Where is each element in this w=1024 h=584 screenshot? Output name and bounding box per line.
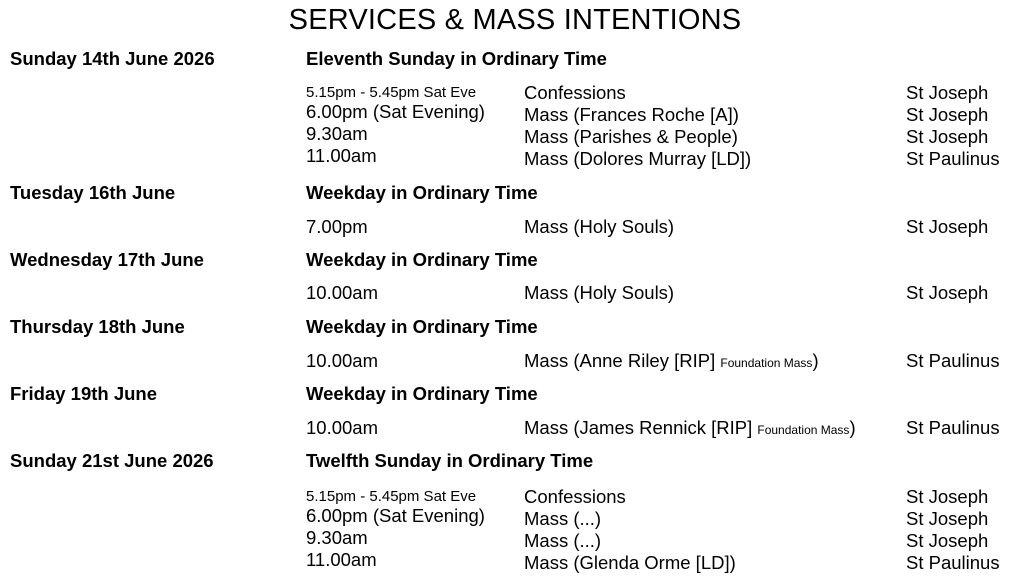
page-title: SERVICES & MASS INTENTIONS bbox=[288, 4, 742, 36]
service-description: Mass (Frances Roche [A]) bbox=[524, 104, 739, 125]
day-date: Sunday 14th June 2026 bbox=[10, 48, 215, 69]
service-description: Mass (Holy Souls) bbox=[524, 216, 675, 237]
service-time: 11.00am bbox=[306, 145, 377, 166]
service-description: Mass (...) bbox=[524, 508, 602, 529]
day-feast: Weekday in Ordinary Time bbox=[306, 249, 538, 270]
service-church: St Paulinus bbox=[906, 552, 1000, 573]
day-feast: Eleventh Sunday in Ordinary Time bbox=[306, 48, 607, 69]
service-time: 9.30am bbox=[306, 527, 368, 548]
service-time: 10.00am bbox=[306, 350, 378, 371]
foundation-mass-note: Foundation Mass bbox=[720, 356, 813, 370]
day-date: Wednesday 17th June bbox=[10, 249, 204, 270]
service-church: St Joseph bbox=[906, 282, 989, 303]
service-church: St Joseph bbox=[906, 530, 989, 551]
service-description: Mass (Glenda Orme [LD]) bbox=[524, 552, 736, 573]
service-description: Mass (Parishes & People) bbox=[524, 126, 738, 147]
service-church: St Joseph bbox=[906, 104, 989, 125]
service-church: St Joseph bbox=[906, 82, 989, 103]
day-feast: Twelfth Sunday in Ordinary Time bbox=[306, 450, 594, 471]
service-description: Mass (...) bbox=[524, 530, 602, 551]
service-time: 6.00pm (Sat Evening) bbox=[306, 505, 485, 526]
service-description: Confessions bbox=[524, 82, 626, 103]
day-date: Tuesday 16th June bbox=[10, 182, 176, 203]
service-church: St Paulinus bbox=[906, 350, 1000, 371]
service-description: Mass (James Rennick [RIP] Foundation Mass) bbox=[524, 417, 856, 438]
service-church: St Joseph bbox=[906, 508, 989, 529]
service-church: St Paulinus bbox=[906, 148, 1000, 169]
service-time: 10.00am bbox=[306, 282, 378, 303]
foundation-mass-note: Foundation Mass bbox=[757, 423, 850, 437]
service-time: 9.30am bbox=[306, 123, 368, 144]
day-date: Sunday 21st June 2026 bbox=[10, 450, 214, 471]
service-time: 5.15pm - 5.45pm Sat Eve bbox=[306, 488, 477, 505]
day-feast: Weekday in Ordinary Time bbox=[306, 383, 538, 404]
service-time: 11.00am bbox=[306, 549, 377, 570]
day-feast: Weekday in Ordinary Time bbox=[306, 182, 538, 203]
service-church: St Joseph bbox=[906, 126, 989, 147]
service-church: St Joseph bbox=[906, 216, 989, 237]
day-date: Thursday 18th June bbox=[10, 316, 185, 337]
service-church: St Joseph bbox=[906, 486, 989, 507]
service-description: Mass (Holy Souls) bbox=[524, 282, 675, 303]
service-description: Mass (Anne Riley [RIP] Foundation Mass) bbox=[524, 350, 819, 371]
service-time: 5.15pm - 5.45pm Sat Eve bbox=[306, 84, 477, 101]
service-description: Confessions bbox=[524, 486, 626, 507]
service-time: 10.00am bbox=[306, 417, 378, 438]
service-church: St Paulinus bbox=[906, 417, 1000, 438]
service-time: 6.00pm (Sat Evening) bbox=[306, 101, 485, 122]
service-description: Mass (Dolores Murray [LD]) bbox=[524, 148, 752, 169]
day-date: Friday 19th June bbox=[10, 383, 158, 404]
day-feast: Weekday in Ordinary Time bbox=[306, 316, 538, 337]
service-time: 7.00pm bbox=[306, 216, 368, 237]
